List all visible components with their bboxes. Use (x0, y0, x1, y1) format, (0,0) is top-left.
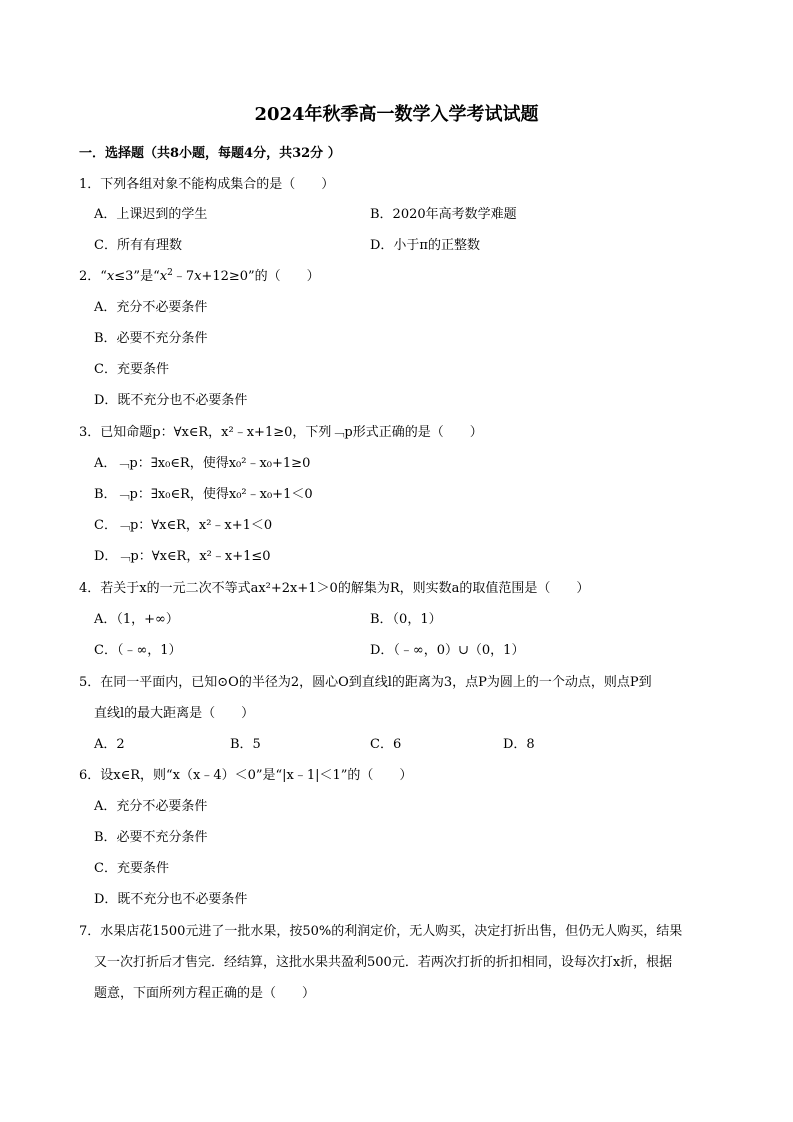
question-1-option-c: C．所有有理数 (94, 238, 182, 253)
question-4-option-a: A．（1，+∞） (94, 612, 179, 627)
question-7-stem-line-3: 题意，下面所列方程正确的是（ ） (94, 986, 316, 1001)
question-5-stem-continued: 直线l的最大距离是（ ） (94, 706, 255, 721)
question-2-option-c: C．充要条件 (94, 362, 169, 377)
question-1-stem: 1．下列各组对象不能构成集合的是（ ） (79, 177, 335, 192)
question-4-stem: 4．若关于x的一元二次不等式ax²+2x+1＞0的解集为R，则实数a的取值范围是（ ） (79, 581, 590, 596)
question-6-stem: 6．设x∈R，则“x（x﹣4）＜0”是“|x﹣1|＜1”的（ ） (79, 768, 413, 783)
question-6-option-d: D．既不充分也不必要条件 (94, 892, 248, 907)
question-2-option-b: B．必要不充分条件 (94, 331, 208, 346)
question-5-option-d: D．8 (503, 737, 535, 752)
question-4-option-d: D．（﹣∞，0）∪（0，1） (370, 643, 525, 658)
question-4-option-c: C．（﹣∞，1） (94, 643, 182, 658)
question-3-option-a: A．﹁p：∃x₀∈R，使得x₀²﹣x₀+1≥0 (94, 456, 311, 471)
question-1-option-d: D．小于π的正整数 (370, 238, 480, 253)
question-5-option-c: C．6 (370, 737, 402, 752)
section-heading: 一．选择题（共8小题，每题4分，共32分 ） (79, 146, 341, 161)
question-3-option-c: C．﹁p：∀x∈R，x²﹣x+1＜0 (94, 518, 273, 533)
question-5-stem: 5．在同一平面内，已知⊙O的半径为2，圆心O到直线l的距离为3，点P为圆上的一个动点，则点P到 (79, 675, 652, 690)
question-7-stem-line-1: 7．水果店花1500元进了一批水果，按50%的利润定价，无人购买，决定打折出售，但仍无人购买，结果 (79, 924, 683, 939)
question-3-stem: 3．已知命题p：∀x∈R，x²﹣x+1≥0，下列﹁p形式正确的是（ ） (79, 425, 483, 440)
question-5-option-a: A．2 (94, 737, 125, 752)
question-3-option-b: B．﹁p：∃x₀∈R，使得x₀²﹣x₀+1＜0 (94, 487, 313, 502)
question-7-stem-line-2: 又一次打折后才售完．经结算，这批水果共盈利500元．若两次打折的折扣相同，设每次打x折，根据 (94, 955, 673, 970)
question-4-option-b: B．（0，1） (370, 612, 442, 627)
question-3-option-d: D．﹁p：∀x∈R，x²﹣x+1≤0 (94, 549, 271, 564)
question-6-option-c: C．充要条件 (94, 861, 169, 876)
question-2-stem: 2．“x≤3”是“$x^2﹣7x+12\ge 0$”的（ ） (79, 268, 320, 284)
question-6-option-a: A．充分不必要条件 (94, 799, 208, 814)
question-1-option-a: A．上课迟到的学生 (94, 207, 208, 222)
question-1-option-b: B．2020年高考数学难题 (370, 207, 517, 222)
question-6-option-b: B．必要不充分条件 (94, 830, 208, 845)
question-5-option-b: B．5 (230, 737, 261, 752)
page-title: 2024年秋季高一数学入学考试试题 (254, 104, 539, 125)
question-2-option-d: D．既不充分也不必要条件 (94, 393, 248, 408)
question-2-option-a: A．充分不必要条件 (94, 300, 208, 315)
